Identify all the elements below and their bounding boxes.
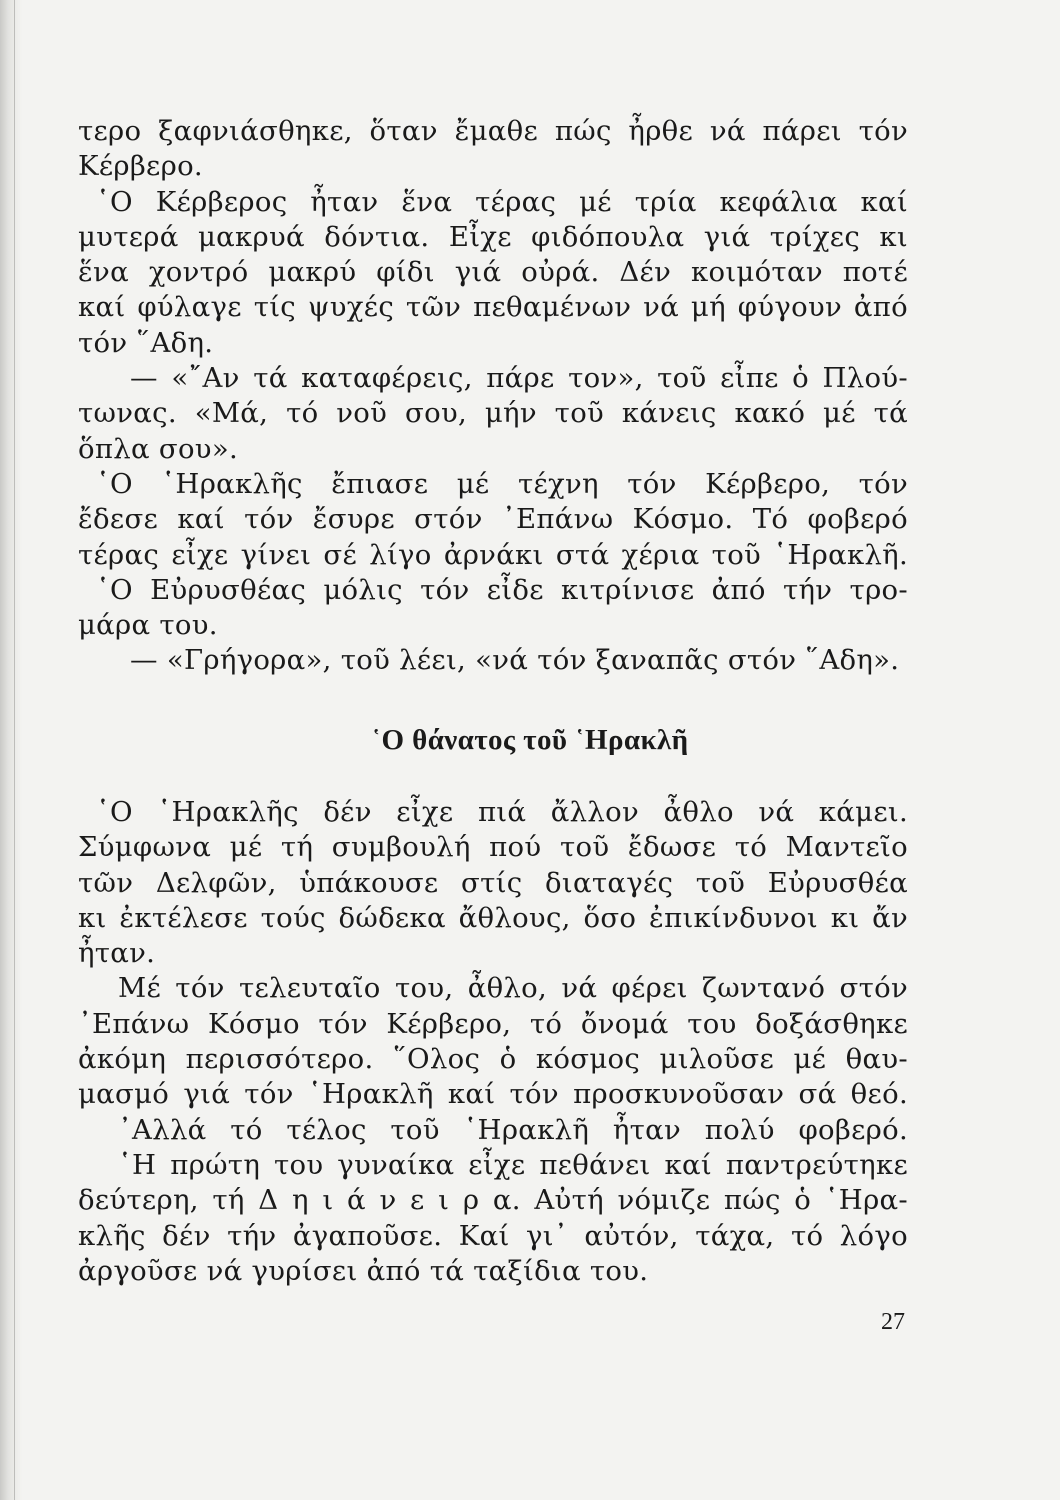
text-line: Σύμφωνα μέ τή συμβουλή πού τοῦ ἔδωσε τό Μαντεῖο bbox=[78, 831, 908, 864]
text-line: ἕνα χοντρό μακρύ φίδι γιά οὐρά. Δέν κοιμόταν ποτέ bbox=[78, 256, 908, 289]
text-line: Μέ τόν τελευταῖο του, ἆθλο, νά φέρει ζωντανό στόν bbox=[118, 972, 908, 1005]
text-line: ῾Ο Εὐρυσθέας μόλις τόν εἶδε κιτρίνισε ἀπό τήν τρο- bbox=[96, 573, 908, 606]
text-line: τέρας εἶχε γίνει σέ λίγο ἀρνάκι στά χέρια τοῦ ῾Ηρακλῆ. bbox=[78, 538, 908, 571]
text-line: ῾Ο Κέρβερος ἦταν ἕνα τέρας μέ τρία κεφάλια καί bbox=[96, 185, 908, 218]
section2-text bbox=[78, 795, 908, 1289]
section1-text bbox=[78, 114, 908, 679]
text-line: μυτερά μακρυά δόντια. Εἶχε φιδόπουλα γιά τρίχες κι bbox=[78, 220, 908, 253]
text-line: ἦταν. bbox=[78, 937, 156, 970]
text-line: καί φύλαγε τίς ψυχές τῶν πεθαμένων νά μή φύγουν ἀπό bbox=[78, 291, 908, 324]
text-line: ᾿Αλλά τό τέλος τοῦ ῾Ηρακλῆ ἦταν πολύ φοβερό. bbox=[118, 1113, 908, 1146]
text-line: ὅπλα σου». bbox=[78, 432, 238, 465]
text-line: ἀκόμη περισσότερο. ῞Ολος ὁ κόσμος μιλοῦσε μέ θαυ- bbox=[78, 1043, 908, 1076]
text-line: τωνας. «Μά, τό νοῦ σου, μήν τοῦ κάνεις κακό μέ τά bbox=[78, 397, 908, 430]
text-line: μάρα του. bbox=[78, 609, 218, 642]
text-line: κλῆς δέν τήν ἀγαποῦσε. Καί γι᾿ αὐτόν, τάχα, τό λόγο bbox=[78, 1219, 908, 1252]
text-line: ἔδεσε καί τόν ἔσυρε στόν ᾿Επάνω Κόσμο. Τό φοβερό bbox=[78, 503, 908, 536]
text-line: τόν ῞Αδη. bbox=[78, 326, 214, 359]
page-number: 27 bbox=[881, 1309, 905, 1335]
text-line: ῾Ο ῾Ηρακλῆς δέν εἶχε πιά ἄλλον ἆθλο νά κάμει. bbox=[96, 796, 908, 828]
text-line: Κέρβερο. bbox=[78, 150, 203, 183]
text-line: δεύτερη, τή Δ η ι ά ν ε ι ρ α. Αὐτή νόμιζε πώς ὁ ῾Ηρα- bbox=[78, 1184, 908, 1217]
text-line: ῾Η πρώτη του γυναίκα εἶχε πεθάνει καί παντρεύτηκε bbox=[118, 1148, 908, 1181]
text-line: τῶν Δελφῶν, ὑπάκουσε στίς διαταγές τοῦ Εὐρυσθέα bbox=[78, 866, 908, 899]
text-line: τερο ξαφνιάσθηκε, ὅταν ἔμαθε πώς ἦρθε νά πάρει τόν bbox=[78, 115, 908, 147]
text-line: ᾿Επάνω Κόσμο τόν Κέρβερο, τό ὄνομά του δοξάσθηκε bbox=[78, 1007, 908, 1040]
section-heading: ῾Ο θάνατος τοῦ ῾Ηρακλῆ bbox=[371, 724, 689, 756]
text-line: — «῎Αν τά καταφέρεις, πάρε τον», τοῦ εἶπε ὁ Πλού- bbox=[130, 362, 908, 395]
text-line: — «Γρήγορα», τοῦ λέει, «νά τόν ξαναπᾶς στόν ῞Αδη». bbox=[130, 644, 900, 677]
text-line: μασμό γιά τόν ῾Ηρακλῆ καί τόν προσκυνοῦσαν σά θεό. bbox=[78, 1078, 908, 1111]
text-line: κι ἐκτέλεσε τούς δώδεκα ἄθλους, ὅσο ἐπικίνδυνοι κι ἄν bbox=[78, 901, 908, 934]
text-line: ῾Ο ῾Ηρακλῆς ἔπιασε μέ τέχνη τόν Κέρβερο, τόν bbox=[96, 467, 908, 500]
text-line: ἀργοῦσε νά γυρίσει ἀπό τά ταξίδια του. bbox=[78, 1254, 649, 1287]
